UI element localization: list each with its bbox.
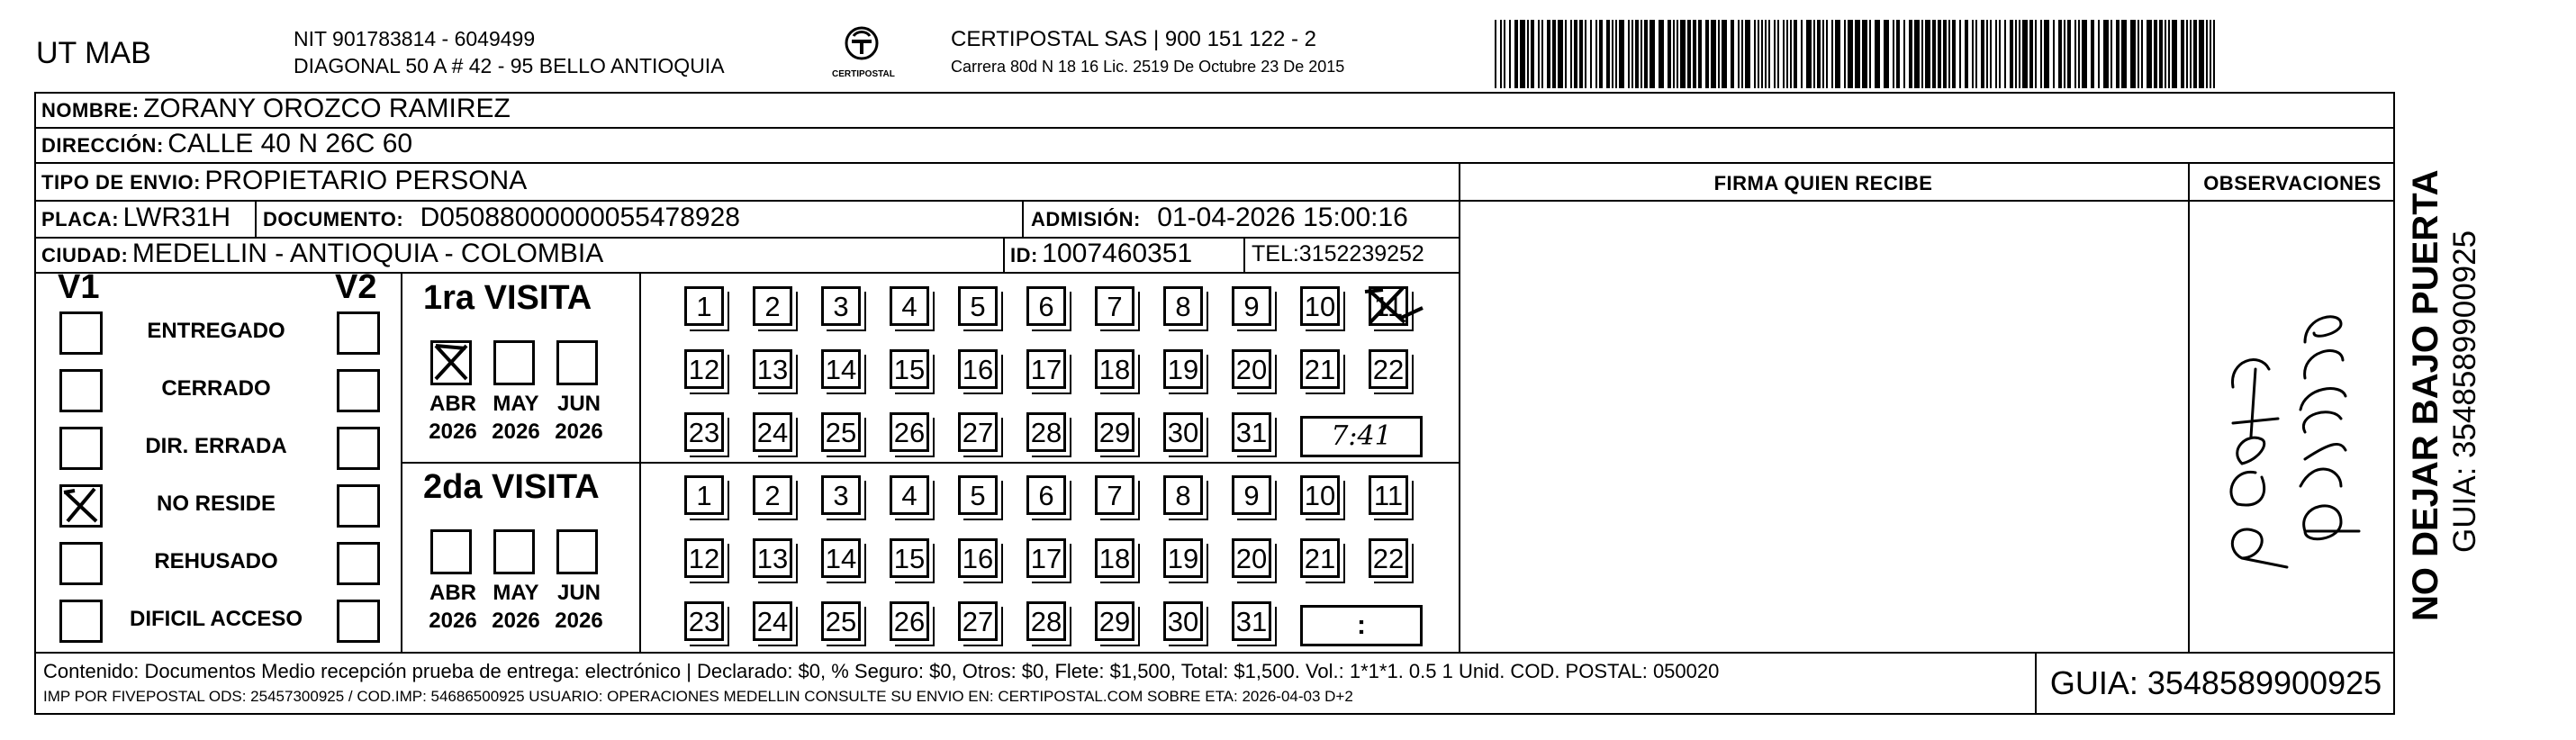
- shipping-type: PROPIETARIO PERSONA: [204, 166, 528, 195]
- visit-1-day-box[interactable]: 17: [1026, 349, 1066, 389]
- barcode-bar: [1943, 20, 1947, 88]
- v2-checkbox-rehusado[interactable]: [337, 542, 380, 585]
- barcode-bar: [2130, 20, 2136, 88]
- barcode-bar: [1986, 20, 1988, 88]
- visit-2-day-box[interactable]: 18: [1095, 538, 1134, 578]
- barcode-bar: [1599, 20, 1603, 88]
- carrier-license: Carrera 80d N 18 16 Lic. 2519 De Octubre 23 De 2015: [951, 58, 1345, 76]
- visit-2-day-box[interactable]: 13: [753, 538, 792, 578]
- barcode-bar: [1855, 20, 1860, 88]
- barcode-bar: [1999, 20, 2001, 88]
- visit-2-month-checkbox-abr[interactable]: [430, 529, 472, 574]
- tel-label: TEL:: [1252, 241, 1299, 266]
- barcode-bar: [2147, 20, 2152, 88]
- barcode-bar: [1538, 20, 1540, 88]
- visit-2-day-box[interactable]: 2: [753, 475, 792, 515]
- barcode-bar: [1826, 20, 1828, 88]
- barcode-bar: [2121, 20, 2127, 88]
- visit-1-day-box[interactable]: 3: [821, 286, 861, 326]
- footer-content: Contenido: Documentos Medio recepción prueba de entrega: electrónico | Declarado: $0, % Seguro: $0, Otros: $0, Flete: $1,500, Total: $1,500. Vol.: 1*1*1. 0.5 1 Unid. COD. POSTAL: 050020: [43, 660, 1720, 682]
- barcode-bar: [1565, 20, 1567, 88]
- city-field: [41, 239, 603, 269]
- barcode-bar: [2186, 20, 2188, 88]
- visit-2-time-field[interactable]: :: [1300, 605, 1423, 646]
- barcode-bar: [1500, 20, 1502, 88]
- visit-2-day-box[interactable]: 31: [1232, 601, 1271, 641]
- barcode-bar: [1777, 20, 1779, 88]
- barcode-bar: [2010, 20, 2013, 88]
- barcode-bar: [1896, 20, 1900, 88]
- barcode-bar: [2004, 20, 2006, 88]
- barcode-bar: [2019, 20, 2020, 88]
- barcode-bar: [1925, 20, 1930, 88]
- barcode-bar: [1774, 20, 1776, 88]
- visit-1-day-box[interactable]: 11: [1369, 286, 1408, 326]
- visit-1-day-box[interactable]: 27: [958, 412, 998, 452]
- barcode-bar: [1677, 20, 1678, 88]
- status-option-label: ENTREGADO: [147, 319, 285, 343]
- barcode-bar: [1698, 20, 1702, 88]
- visit-2-day-box[interactable]: 8: [1163, 475, 1203, 515]
- visit-2-title: 2da VISITA: [423, 468, 600, 506]
- visit-2-month-year: 2026: [429, 609, 477, 633]
- barcode-bar: [1693, 20, 1696, 88]
- visit-2-day-box[interactable]: 20: [1232, 538, 1271, 578]
- visit-1-day-box[interactable]: 14: [821, 349, 861, 389]
- barcode-bar: [1875, 20, 1880, 88]
- barcode-bar: [1718, 20, 1720, 88]
- barcode-bar: [1817, 20, 1821, 88]
- visit-1-day-box[interactable]: 10: [1300, 286, 1340, 326]
- visit-1-day-box[interactable]: 24: [753, 412, 792, 452]
- barcode-bar: [2210, 20, 2211, 88]
- visit-1-month-checkbox-jun[interactable]: [556, 340, 598, 385]
- visit-1-day-box[interactable]: 23: [684, 412, 724, 452]
- visit-1-day-box[interactable]: 1: [684, 286, 724, 326]
- barcode-bar: [1765, 20, 1767, 88]
- company-address: DIAGONAL 50 A # 42 - 95 BELLO ANTIOQUIA: [294, 54, 725, 77]
- barcode-bar: [1585, 20, 1586, 88]
- visit-2-day-box[interactable]: 24: [753, 601, 792, 641]
- barcode-bar: [1990, 20, 1992, 88]
- visit-1-day-box[interactable]: 26: [890, 412, 929, 452]
- barcode-bar: [1869, 20, 1871, 88]
- visit-1-month-year: 2026: [429, 420, 477, 444]
- barcode-bar: [1590, 20, 1592, 88]
- visit-2-day-box[interactable]: 22: [1369, 538, 1408, 578]
- visit-1-day-box[interactable]: 9: [1232, 286, 1271, 326]
- barcode-bar: [2044, 20, 2049, 88]
- barcode-bar: [1952, 20, 1956, 88]
- visit-2-day-box[interactable]: 12: [684, 538, 724, 578]
- document-label: DOCUMENTO:: [263, 208, 404, 230]
- barcode-bar: [2193, 20, 2197, 88]
- visit-2-day-box[interactable]: 1: [684, 475, 724, 515]
- barcode-bar: [1552, 20, 1556, 88]
- v2-checkbox-dificil-acceso[interactable]: [337, 600, 380, 643]
- v2-checkbox-dir-errada[interactable]: [337, 427, 380, 470]
- barcode-bar: [1705, 20, 1709, 88]
- status-option-label: DIFICIL ACCESO: [129, 607, 303, 631]
- barcode-bar: [2190, 20, 2192, 88]
- visit-2-day-box[interactable]: 5: [958, 475, 998, 515]
- barcode-bar: [1761, 20, 1763, 88]
- barcode-bar: [1995, 20, 1997, 88]
- visit-1-day-box[interactable]: 19: [1163, 349, 1203, 389]
- visit-1-day-box[interactable]: 2: [753, 286, 792, 326]
- barcode-bar: [2141, 20, 2143, 88]
- visit-1-day-box[interactable]: 18: [1095, 349, 1134, 389]
- barcode-bar: [1541, 20, 1543, 88]
- recipient-name-row: [41, 94, 511, 124]
- visit-2-month-label: ABR: [429, 581, 476, 605]
- v1-header: V1: [58, 268, 100, 306]
- barcode-bar: [1972, 20, 1974, 88]
- barcode-bar: [1938, 20, 1941, 88]
- visit-1-day-box[interactable]: 20: [1232, 349, 1271, 389]
- visit-1-month-label: ABR: [429, 392, 476, 416]
- visit-1-day-box[interactable]: 16: [958, 349, 998, 389]
- visit-2-day-box[interactable]: 21: [1300, 538, 1340, 578]
- visit-1-day-box[interactable]: 25: [821, 412, 861, 452]
- visit-1-month-year: 2026: [492, 420, 540, 444]
- barcode-bar: [1981, 20, 1984, 88]
- barcode-bar: [1903, 20, 1905, 88]
- visit-2-day-box[interactable]: 16: [958, 538, 998, 578]
- barcode-bar: [2053, 20, 2055, 88]
- visit-2-month-label: MAY: [493, 581, 539, 605]
- barcode-bar: [1932, 20, 1936, 88]
- recipient-address-row: [41, 129, 412, 159]
- visit-2-day-box[interactable]: 26: [890, 601, 929, 641]
- barcode-bar: [1754, 20, 1756, 88]
- check-mark-icon: [62, 487, 100, 525]
- v1-checkbox-no-reside[interactable]: [59, 484, 103, 528]
- observations-header: OBSERVACIONES: [2203, 172, 2382, 194]
- visit-1-day-box[interactable]: 13: [753, 349, 792, 389]
- barcode-bar: [2154, 20, 2157, 88]
- barcode-bar: [1606, 20, 1610, 88]
- barcode-bar: [1831, 20, 1833, 88]
- barcode-bar: [2074, 20, 2076, 88]
- city-label: CIUDAD:: [41, 244, 129, 266]
- barcode-bar: [1844, 20, 1846, 88]
- visit-2-day-box[interactable]: 7: [1095, 475, 1134, 515]
- barcode-bar: [1570, 20, 1572, 88]
- status-option-label: CERRADO: [161, 376, 271, 401]
- visit-2-day-box[interactable]: 14: [821, 538, 861, 578]
- visit-2-day-box[interactable]: 11: [1369, 475, 1408, 515]
- barcode-bar: [1731, 20, 1734, 88]
- v1-checkbox-rehusado[interactable]: [59, 542, 103, 585]
- document-field: [263, 203, 740, 233]
- barcode-bar: [2111, 20, 2112, 88]
- barcode-bar: [1520, 20, 1525, 88]
- id-value: 1007460351: [1042, 239, 1193, 268]
- barcode-bar: [1711, 20, 1716, 88]
- barcode-bar: [1835, 20, 1840, 88]
- barcode-bar: [2029, 20, 2033, 88]
- barcode-bar: [1612, 20, 1613, 88]
- certipostal-logo-icon: [832, 25, 891, 65]
- visit-1-month-checkbox-may[interactable]: [493, 340, 535, 385]
- visit-1-day-box[interactable]: 15: [890, 349, 929, 389]
- company-name: UT MAB: [36, 36, 151, 70]
- barcode-bar: [1862, 20, 1867, 88]
- barcode-bar: [1659, 20, 1664, 88]
- tel-value: 3152239252: [1298, 241, 1424, 266]
- barcode-bar: [1741, 20, 1743, 88]
- company-nit: NIT 901783814 - 6049499: [294, 27, 536, 50]
- barcode-bar: [1547, 20, 1550, 88]
- barcode-bar: [2172, 20, 2177, 88]
- visit-1-month-checkbox-abr[interactable]: [430, 340, 472, 385]
- barcode-bar: [2181, 20, 2184, 88]
- barcode-bar: [1673, 20, 1675, 88]
- id-field: [1010, 239, 1192, 269]
- barcode-bar: [1975, 20, 1977, 88]
- barcode-bar: [1527, 20, 1529, 88]
- barcode-bar: [1768, 20, 1770, 88]
- barcode-bar: [1848, 20, 1853, 88]
- barcode-bar: [2116, 20, 2120, 88]
- visit-1-day-box[interactable]: 31: [1232, 412, 1271, 452]
- handwriting-icon: [2206, 234, 2377, 612]
- barcode-bar: [2103, 20, 2109, 88]
- visit-2-day-box[interactable]: 15: [890, 538, 929, 578]
- visit-2-day-box[interactable]: 6: [1026, 475, 1066, 515]
- barcode-bar: [2035, 20, 2037, 88]
- barcode-bar: [2058, 20, 2062, 88]
- barcode-bar: [1514, 20, 1518, 88]
- barcode-bar: [1948, 20, 1950, 88]
- visit-1-month-label: MAY: [493, 392, 539, 416]
- document-value: D05088000000055478928: [420, 203, 740, 232]
- barcode-bar: [2091, 20, 2094, 88]
- barcode-bar: [2213, 20, 2215, 88]
- observations-handwriting: [2206, 234, 2377, 612]
- barcode-bar: [1615, 20, 1617, 88]
- visit-2-day-box[interactable]: 4: [890, 475, 929, 515]
- barcode-bar: [1959, 20, 1961, 88]
- barcode-bar: [1745, 20, 1750, 88]
- barcode-bar: [1650, 20, 1655, 88]
- visit-1-title: 1ra VISITA: [423, 279, 592, 317]
- barcode-bar: [1909, 20, 1912, 88]
- barcode-bar: [1914, 20, 1920, 88]
- barcode-bar: [2082, 20, 2087, 88]
- visit-1-day-box[interactable]: 22: [1369, 349, 1408, 389]
- admission-value: 01-04-2026 15:00:16: [1157, 203, 1408, 232]
- barcode: [1495, 20, 2224, 88]
- barcode-bar: [1722, 20, 1727, 88]
- visit-2-month-year: 2026: [492, 609, 540, 633]
- footer-guia: GUIA: 3548589900925: [2049, 664, 2382, 701]
- visit-2-day-box[interactable]: 10: [1300, 475, 1340, 515]
- visit-1-day-box[interactable]: 12: [684, 349, 724, 389]
- barcode-bar: [1495, 20, 1496, 88]
- visit-2-month-label: JUN: [556, 581, 601, 605]
- barcode-bar: [1595, 20, 1597, 88]
- barcode-bar: [1786, 20, 1788, 88]
- barcode-bar: [1641, 20, 1642, 88]
- certipostal-logo: [832, 25, 895, 81]
- visit-1-day-box[interactable]: 30: [1163, 412, 1203, 452]
- visit-2-month-year: 2026: [555, 609, 603, 633]
- plate-field: [41, 203, 230, 233]
- barcode-bar: [2199, 20, 2204, 88]
- barcode-bar: [1509, 20, 1511, 88]
- tel-field: [1252, 241, 1424, 267]
- status-option-label: REHUSADO: [154, 549, 278, 573]
- visit-1-month-year: 2026: [555, 420, 603, 444]
- barcode-bar: [1893, 20, 1894, 88]
- v1-checkbox-cerrado[interactable]: [59, 369, 103, 412]
- plate-value: LWR31H: [122, 203, 231, 232]
- barcode-bar: [1738, 20, 1740, 88]
- barcode-bar: [1631, 20, 1633, 88]
- v2-checkbox-entregado[interactable]: [337, 311, 380, 355]
- barcode-bar: [1644, 20, 1648, 88]
- barcode-bar: [1783, 20, 1785, 88]
- barcode-bar: [1806, 20, 1812, 88]
- barcode-bar: [2067, 20, 2071, 88]
- visit-1-day-box[interactable]: 28: [1026, 412, 1066, 452]
- visit-2-day-box[interactable]: 17: [1026, 538, 1066, 578]
- visit-1-day-box[interactable]: 8: [1163, 286, 1203, 326]
- barcode-bar: [1822, 20, 1824, 88]
- barcode-bar: [1794, 20, 1797, 88]
- v1-checkbox-entregado[interactable]: [59, 311, 103, 355]
- address-label: DIRECCIÓN:: [41, 134, 164, 157]
- barcode-bar: [1558, 20, 1563, 88]
- visit-1-day-box[interactable]: 5: [958, 286, 998, 326]
- footer-print-info: IMP POR FIVEPOSTAL ODS: 25457300925 / COD.IMP: 54686500925 USUARIO: OPERACIONES MEDELLIN CONSULTE SU ENVIO EN: CERTIPOSTAL.COM SOBRE ETA: 2026-04-03 D+2: [43, 688, 1353, 705]
- barcode-bar: [2206, 20, 2208, 88]
- barcode-bar: [2159, 20, 2163, 88]
- type-label: TIPO DE ENVIO:: [41, 171, 201, 194]
- barcode-bar: [1579, 20, 1583, 88]
- barcode-bar: [2078, 20, 2080, 88]
- barcode-bar: [1801, 20, 1803, 88]
- visit-1-month-label: JUN: [556, 392, 601, 416]
- v1-checkbox-dir-errada[interactable]: [59, 427, 103, 470]
- barcode-bar: [1965, 20, 1968, 88]
- side-warning: NO DEJAR BAJO PUERTA: [2406, 169, 2445, 621]
- visit-2-day-box[interactable]: 23: [684, 601, 724, 641]
- logo-text: CERTIPOSTAL: [832, 69, 895, 79]
- visit-1-day-box[interactable]: 6: [1026, 286, 1066, 326]
- barcode-bar: [1687, 20, 1691, 88]
- plate-label: PLACA:: [41, 208, 120, 230]
- barcode-bar: [1884, 20, 1889, 88]
- visit-2-month-checkbox-jun[interactable]: [556, 529, 598, 574]
- id-label: ID:: [1010, 244, 1038, 266]
- v2-header: V2: [335, 268, 377, 306]
- visit-1-day-box[interactable]: 7: [1095, 286, 1134, 326]
- barcode-bar: [1758, 20, 1759, 88]
- barcode-bar: [2015, 20, 2017, 88]
- check-mark-icon: [433, 343, 469, 383]
- signature-header: FIRMA QUIEN RECIBE: [1713, 172, 1933, 194]
- visit-1-time-field[interactable]: 7:41: [1300, 416, 1423, 457]
- barcode-bar: [1635, 20, 1639, 88]
- v1-checkbox-dificil-acceso[interactable]: [59, 600, 103, 643]
- status-option-label: NO RESIDE: [156, 492, 276, 516]
- barcode-bar: [2022, 20, 2028, 88]
- visit-2-day-box[interactable]: 30: [1163, 601, 1203, 641]
- city-value: MEDELLIN - ANTIOQUIA - COLOMBIA: [131, 239, 604, 268]
- name-label: NOMBRE:: [41, 99, 140, 122]
- v2-checkbox-cerrado[interactable]: [337, 369, 380, 412]
- carrier-name: CERTIPOSTAL SAS | 900 151 122 - 2: [951, 27, 1316, 51]
- admission-label: ADMISIÓN:: [1031, 208, 1141, 230]
- barcode-bar: [2165, 20, 2166, 88]
- barcode-bar: [1619, 20, 1624, 88]
- visit-1-day-box[interactable]: 29: [1095, 412, 1134, 452]
- barcode-bar: [1921, 20, 1923, 88]
- recipient-address: CALLE 40 N 26C 60: [167, 129, 413, 158]
- visit-2-day-box[interactable]: 29: [1095, 601, 1134, 641]
- barcode-bar: [1790, 20, 1792, 88]
- visit-2-day-box[interactable]: 25: [821, 601, 861, 641]
- visit-2-day-box[interactable]: 3: [821, 475, 861, 515]
- day-check-mark-icon: [1363, 283, 1426, 328]
- barcode-bar: [1813, 20, 1815, 88]
- visit-2-day-box[interactable]: 9: [1232, 475, 1271, 515]
- visit-2-day-box[interactable]: 28: [1026, 601, 1066, 641]
- side-guia: GUIA: 3548589900925: [2447, 230, 2482, 553]
- barcode-bar: [2098, 20, 2100, 88]
- admission-field: [1031, 203, 1408, 233]
- visit-2-month-checkbox-may[interactable]: [493, 529, 535, 574]
- shipping-type-row: [41, 166, 527, 196]
- barcode-bar: [1668, 20, 1671, 88]
- status-option-label: DIR. ERRADA: [145, 434, 287, 458]
- visit-1-day-box[interactable]: 21: [1300, 349, 1340, 389]
- visit-2-day-box[interactable]: 19: [1163, 538, 1203, 578]
- barcode-bar: [1531, 20, 1534, 88]
- barcode-bar: [1504, 20, 1505, 88]
- barcode-bar: [2064, 20, 2065, 88]
- visit-1-day-box[interactable]: 4: [890, 286, 929, 326]
- barcode-bar: [1628, 20, 1630, 88]
- barcode-bar: [1574, 20, 1577, 88]
- v2-checkbox-no-reside[interactable]: [337, 484, 380, 528]
- barcode-bar: [2138, 20, 2139, 88]
- barcode-bar: [2040, 20, 2042, 88]
- visit-2-day-box[interactable]: 27: [958, 601, 998, 641]
- barcode-bar: [1680, 20, 1686, 88]
- signature-area[interactable]: [1460, 202, 2186, 652]
- barcode-bar: [2168, 20, 2170, 88]
- recipient-name: ZORANY OROZCO RAMIREZ: [143, 94, 511, 123]
